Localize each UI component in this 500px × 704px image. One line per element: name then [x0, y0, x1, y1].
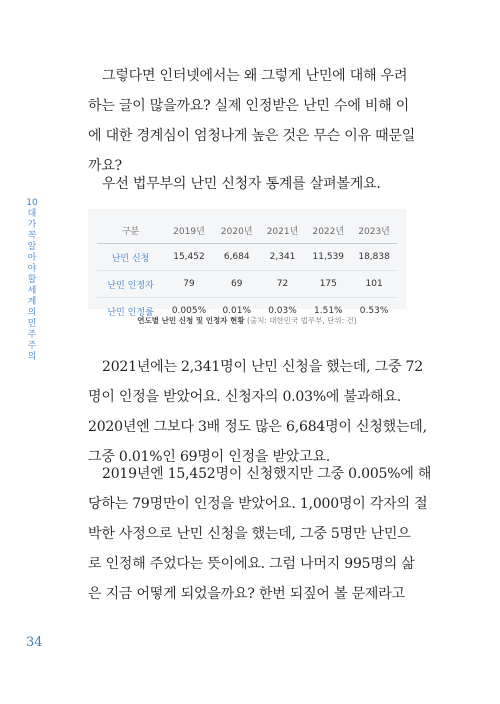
refugee-statistics-table	[97, 217, 397, 324]
table-cell: 72	[260, 271, 306, 298]
table-cell: 101	[351, 271, 397, 298]
table-cell: 0.01%	[222, 306, 252, 316]
header-cell: 2023년	[351, 217, 397, 244]
text-line: 까요?	[88, 158, 122, 174]
table-row	[97, 244, 397, 271]
text-line: 명이 인정을 받았어요. 신청자의 0.03%에 불과해요.	[88, 389, 402, 405]
refugee-statistics-table-box	[88, 209, 406, 318]
header-cell: 2020년	[214, 217, 260, 244]
paragraph-intro	[88, 61, 416, 181]
text-line: 우선 법무부의 난민 신청자 통계를 살펴볼게요.	[102, 176, 381, 192]
header-cell: 구분	[97, 217, 164, 244]
table-cell: 18,838	[351, 244, 397, 271]
text-line: 로 인정해 주었다는 뜻이에요. 그럼 나머지 995명의 삶	[88, 556, 415, 572]
paragraph-statistics-lead	[88, 169, 406, 199]
paragraph-2019	[88, 459, 432, 609]
page-number: 34	[26, 635, 43, 650]
table-row	[97, 271, 397, 298]
text-line: 에 대한 경계심이 엄청나게 높은 것은 무슨 이유 때문일	[88, 128, 416, 144]
table-cell: 0.53%	[359, 306, 389, 316]
running-side-title: 10대가 꼭 알아야 할 세계의 민주주의	[26, 198, 38, 362]
table-cell: 175	[305, 271, 351, 298]
table-cell: 79	[164, 271, 214, 298]
table-cell: 11,539	[305, 244, 351, 271]
text-line: 박한 사정으로 난민 신청을 했는데, 그중 5명만 난민으	[88, 526, 411, 542]
row-header-cell: 난민 인정률	[107, 307, 154, 318]
table-cell: 15,452	[164, 244, 214, 271]
text-line: 2019년엔 15,452명이 신청했지만 그중 0.005%에 해	[102, 466, 432, 482]
header-cell: 2021년	[260, 217, 306, 244]
row-header-cell: 난민 신청	[97, 244, 164, 271]
header-cell: 2022년	[305, 217, 351, 244]
text-line: 그렇다면 인터넷에서는 왜 그렇게 난민에 대해 우려	[102, 68, 408, 84]
text-line: 그중 0.01%인 69명이 인정을 받았고요.	[88, 449, 331, 465]
table-cell: 0.03%	[268, 306, 297, 316]
table-cell: 1.51%	[314, 306, 343, 316]
caption-title: 연도별 난민 신청 및 인정자 현황	[137, 316, 245, 325]
table-cell: 2,341	[260, 244, 306, 271]
row-header-cell: 난민 인정자	[97, 271, 164, 298]
caption-source: (출처: 대한민국 법무부, 단위: 건)	[246, 316, 357, 325]
text-line: 당하는 79명만이 인정을 받았어요. 1,000명이 각자의 절	[88, 496, 428, 512]
text-line: 2021년에는 2,341명이 난민 신청을 했는데, 그중 72	[102, 359, 423, 375]
table-cell: 0.005%	[171, 306, 207, 316]
text-line: 하는 글이 많을까요? 실제 인정받은 난민 수에 비해 이	[88, 98, 410, 114]
table-caption	[88, 315, 406, 326]
text-line: 2020년엔 그보다 3배 정도 많은 6,684명이 신청했는데,	[88, 419, 427, 435]
paragraph-2021-2020	[88, 352, 427, 472]
table-cell: 69	[214, 271, 260, 298]
table-header-row	[97, 217, 397, 244]
header-cell: 2019년	[164, 217, 214, 244]
table-cell: 6,684	[214, 244, 260, 271]
text-line: 은 지금 어떻게 되었을까요? 한번 되짚어 볼 문제라고	[88, 586, 405, 602]
